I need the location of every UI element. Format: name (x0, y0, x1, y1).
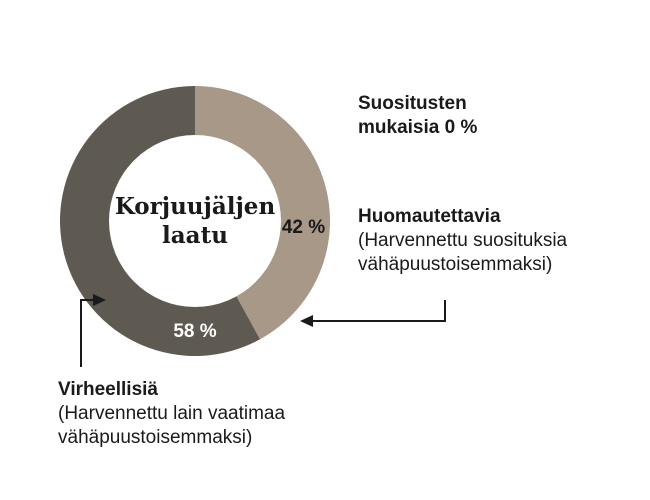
virheellisia-connector (81, 300, 94, 367)
legend-huomautettavia (358, 205, 567, 277)
legend-virheellisia-title: Virheellisiä (58, 379, 158, 400)
huomautettavia-connector (312, 300, 445, 321)
legend-suositusten-line1: Suositusten (358, 93, 467, 114)
huomautettavia-arrowhead (300, 315, 313, 327)
legend-virheellisia-line2: vähäpuustoisemmaksi) (58, 427, 253, 448)
slice-label-virheellisia: 58 % (173, 321, 217, 342)
legend-huomautettavia-title: Huomautettavia (358, 206, 501, 227)
chart-title: Korjuujäljen laatu (114, 193, 276, 249)
legend-huomautettavia-line1: (Harvennettu suosituksia (358, 230, 568, 251)
legend-virheellisia-line1: (Harvennettu lain vaatimaa (58, 403, 286, 424)
slice-label-huomautettavia: 42 % (281, 217, 326, 239)
legend-huomautettavia-line2: vähäpuustoisemmaksi) (358, 254, 553, 275)
legend-suositusten-line2: mukaisia 0 % (358, 117, 478, 138)
legend-virheellisia (58, 378, 285, 450)
legend-suositusten (358, 92, 477, 140)
